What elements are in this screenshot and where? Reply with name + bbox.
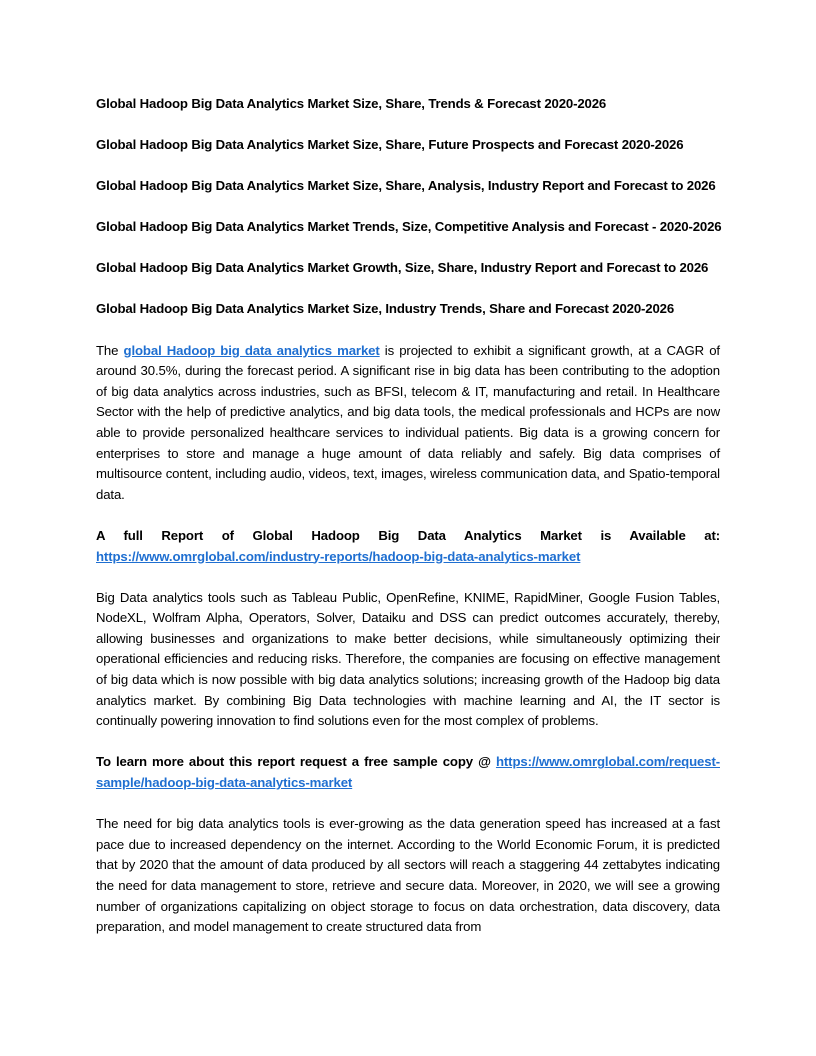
- document-page: [96, 94, 720, 958]
- intro-body: is projected to exhibit a significant growth, at a CAGR of around 30.5%, during the forecast period. A significant rise in big data has been contributing to the adoption of big data analytics across industries, such as BFSI, telecom & IT, manufacturing and retail. In Healthcare Sector with the help of predictive analytics, and big data tools, the medical professionals and HCPs are now able to provide personalized healthcare services to individual patients. Big data is a growing concern for enterprises to store and manage a huge amount of data reliably and safely. Big data comprises of multisource content, including audio, videos, text, images, wireless communication data, and Spatio-temporal data.: [96, 342, 720, 502]
- sample-request-label: To learn more about this report request a free sample copy @: [96, 754, 496, 770]
- intro-paragraph: [96, 341, 720, 506]
- sample-request-link[interactable]: https://www.omrglobal.com/request-sample/hadoop-big-data-analytics-market: [96, 754, 720, 791]
- intro-prefix: The: [96, 342, 124, 358]
- need-paragraph: The need for big data analytics tools is ever-growing as the data generation speed has increased at a fast pace due to increased dependency on the internet. According to the World Economic Forum, it is predicted that by 2020 that the amount of data produced by all sectors will reach a staggering 44 zettabytes indicating the need for data management to store, retrieve and secure data. Moreover, in 2020, we will see a growing number of organizations capitalizing on object storage to focus on data orchestration, data discovery, data preparation, and model management to create structured data from: [96, 816, 720, 935]
- sample-request-paragraph: [96, 752, 720, 793]
- tools-paragraph: Big Data analytics tools such as Tableau Public, OpenRefine, KNIME, RapidMiner, Google Fusion Tables, NodeXL, Wolfram Alpha, Operators, Solver, Dataiku and DSS can predict outcomes accurately, thereby, allowing businesses and organizations to make better decisions, while simultaneously optimizing their operational efficiencies and reducing risks. Therefore, the companies are focusing on effective management of big data which is now possible with big data analytics solutions; increasing growth of the Hadoop big data analytics market. By combining Big Data technologies with machine learning and AI, the IT sector is continually powering innovation to find solutions even for the most complex of problems.: [96, 589, 720, 729]
- heading-4: Global Hadoop Big Data Analytics Market Trends, Size, Competitive Analysis and Forecast - 2020-2026: [96, 219, 722, 235]
- heading-6: Global Hadoop Big Data Analytics Market Size, Industry Trends, Share and Forecast 2020-2026: [96, 301, 675, 317]
- heading-3: Global Hadoop Big Data Analytics Market Size, Share, Analysis, Industry Report and Forecast to 2026: [96, 178, 716, 194]
- full-report-label: A full Report of Global Hadoop Big Data Analytics Market is Available at:: [96, 527, 720, 543]
- full-report-link[interactable]: https://www.omrglobal.com/industry-reports/hadoop-big-data-analytics-market: [96, 548, 581, 564]
- heading-2: Global Hadoop Big Data Analytics Market Size, Share, Future Prospects and Forecast 2020-2026: [96, 137, 684, 153]
- full-report-paragraph: [96, 526, 720, 567]
- market-link[interactable]: global Hadoop big data analytics market: [123, 342, 380, 358]
- heading-5: Global Hadoop Big Data Analytics Market Growth, Size, Share, Industry Report and Forecast to 2026: [96, 260, 709, 276]
- heading-1: Global Hadoop Big Data Analytics Market Size, Share, Trends & Forecast 2020-2026: [96, 96, 607, 111]
